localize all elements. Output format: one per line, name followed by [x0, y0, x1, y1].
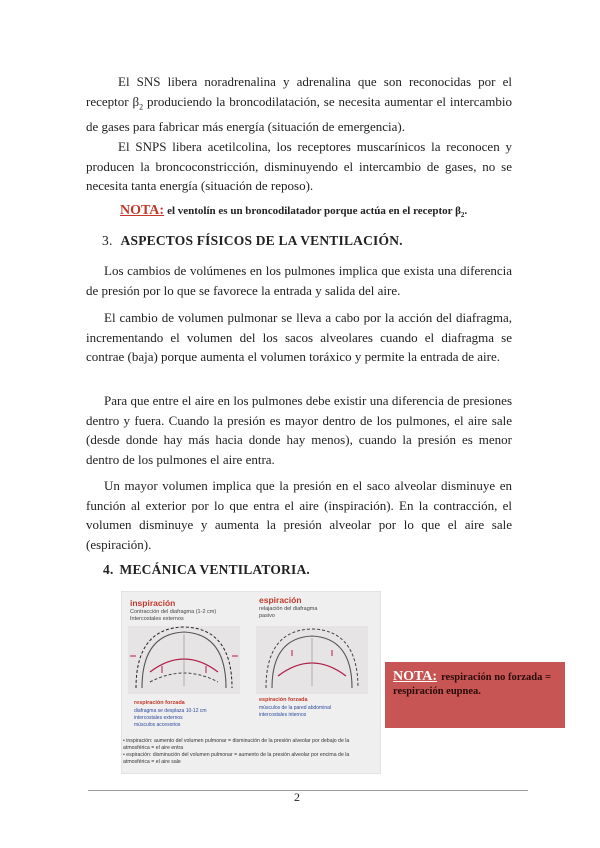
inspiracion-line: Contracción del diafragma (1-2 cm): [130, 609, 217, 615]
inspiracion-line: Intercostales externos: [130, 616, 184, 622]
espiracion-forzada-line: músculos de la pared abdominal: [259, 705, 331, 711]
nota-end: .: [464, 205, 468, 217]
nota-callout-box: [385, 662, 565, 728]
espiracion-forzada-line: intercostales internos: [259, 712, 307, 718]
paragraph-2: El cambio de volumen pulmonar se lleva a cabo por la acción del diafragma, incrementando el volumen del los sacos alveolares cuando el diafragma se contrae (baja) porque aumenta el volumen toráxico y permite la entrada de aire.: [86, 310, 512, 364]
figure-note-inspiracion: • inspiración: aumento del volumen pulmonar = disminución de la presión alveolar por debajo de la atmosférica = el aire entra: [123, 738, 350, 751]
espiracion-title: espiración: [259, 595, 302, 605]
heading-number: 3.: [102, 233, 113, 248]
nota-callout-label: NOTA:: [393, 669, 438, 684]
footer-divider: [88, 790, 528, 791]
heading-text: ASPECTOS FÍSICOS DE LA VENTILACIÓN.: [120, 233, 403, 248]
figure-note-espiracion: • espiración: disminución del volumen pulmonar = aumento de la presión alveolar por encima de la atmosférica = el aire sale: [123, 752, 350, 765]
expiration-diagram: [256, 626, 368, 694]
subscript: 2: [139, 102, 144, 112]
expiration-panel: [256, 626, 368, 694]
inspiracion-forzada-title: respiración forzada: [134, 700, 185, 706]
sns-text: El SNS libera noradrenalina y adrenalina que son reconocidas por el receptor β: [86, 74, 512, 109]
nota-callout-content: [393, 670, 558, 699]
paragraph-snps: El SNPS libera acetilcolina, los receptores muscarínicos la reconocen y producen la broncoconstricción, disminuyendo el intercambio de gases, no se necesita tanta energía (situación de reposo).: [86, 139, 512, 193]
espiracion-forzada-title: espiración forzada: [259, 697, 308, 703]
subscript: 2: [460, 211, 465, 220]
nota-callout-text: respiración no forzada = respiración eupnea.: [393, 672, 551, 697]
sns-text-end: produciendo la broncodilatación, se necesita aumentar el intercambio de gases para fabricar más energía (situación de emergencia).: [86, 93, 512, 134]
inspiracion-forzada-line: músculos accesorios: [134, 722, 181, 728]
nota-label: NOTA:: [120, 203, 165, 218]
paragraph-4: Un mayor volumen implica que la presión en el saco alveolar disminuye en función al exterior por lo que entra el aire (inspiración). En la contracción, el volumen disminuye y aumenta la presión alveolar por lo que el aire sale (espiración).: [86, 478, 512, 552]
inspiration-diagram: [128, 626, 240, 694]
inspiracion-forzada-line: diafragma se desplaza 10-12 cm: [134, 708, 207, 714]
inspiracion-title: inspiración: [130, 598, 176, 608]
espiracion-line: relajación del diafragma: [259, 606, 318, 612]
inspiracion-forzada-line: intercostales externos: [134, 715, 183, 721]
inspiration-panel: [128, 626, 240, 694]
heading-text: MECÁNICA VENTILATORIA.: [119, 562, 310, 577]
page-number: 2: [294, 790, 300, 804]
section-heading-4: [103, 562, 310, 578]
paragraph-1: Los cambios de volúmenes en los pulmones implica que exista una diferencia de presión por lo que se favorece la entrada y salida del aire.: [86, 263, 512, 298]
heading-number: 4.: [103, 562, 114, 577]
paragraph-sns: [86, 72, 512, 136]
paragraph-3: Para que entre el aire en los pulmones debe existir una diferencia de presiones dentro y fuera. Cuando la presión es mayor dentro de los pulmones, el aire sale (desde donde hay más hacia donde hay menos), cuando la presión es menor dentro de los pulmones el aire entra.: [86, 393, 512, 467]
nota-ventolin: [120, 203, 467, 219]
section-heading-3: [102, 233, 403, 249]
nota-text: el ventolín es un broncodilatador porque actúa en el receptor β: [167, 205, 461, 217]
espiracion-line: pasivo: [259, 613, 275, 619]
ventilation-figure: [121, 591, 381, 774]
